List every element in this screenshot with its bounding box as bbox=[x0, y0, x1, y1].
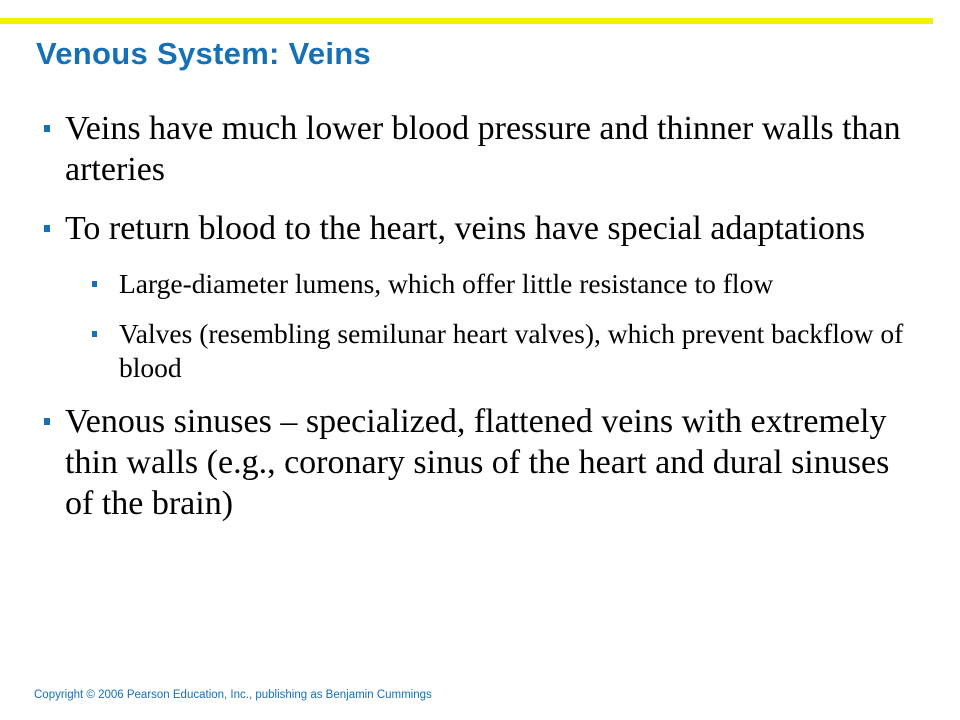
bullet-item bbox=[40, 401, 920, 524]
copyright-footer: Copyright © 2006 Pearson Education, Inc., publishing as Benjamin Cummings bbox=[34, 689, 432, 701]
sub-bullet-text: Valves (resembling semilunar heart valves), which prevent backflow of blood bbox=[119, 318, 904, 383]
bullet-item bbox=[40, 108, 920, 190]
bullet-list bbox=[40, 108, 920, 542]
square-bullet-icon bbox=[92, 331, 97, 337]
square-bullet-icon bbox=[44, 418, 50, 425]
bullet-item bbox=[40, 208, 920, 249]
sub-bullet-text: Large-diameter lumens, which offer little resistance to flow bbox=[119, 268, 774, 299]
square-bullet-icon bbox=[92, 281, 97, 287]
square-bullet-icon bbox=[44, 225, 50, 232]
bullet-text: To return blood to the heart, veins have special adaptations bbox=[65, 210, 866, 247]
sub-bullet-item bbox=[40, 267, 920, 301]
slide-title: Venous System: Veins bbox=[36, 36, 372, 71]
sub-bullet-item bbox=[40, 317, 920, 385]
square-bullet-icon bbox=[44, 125, 50, 132]
bullet-text: Veins have much lower blood pressure and thinner walls than arteries bbox=[65, 110, 901, 188]
top-rule bbox=[0, 18, 933, 24]
bullet-text: Venous sinuses – specialized, flattened veins with extremely thin walls (e.g., coronary sinus of the heart and dural sinuses of the brain) bbox=[65, 403, 890, 522]
